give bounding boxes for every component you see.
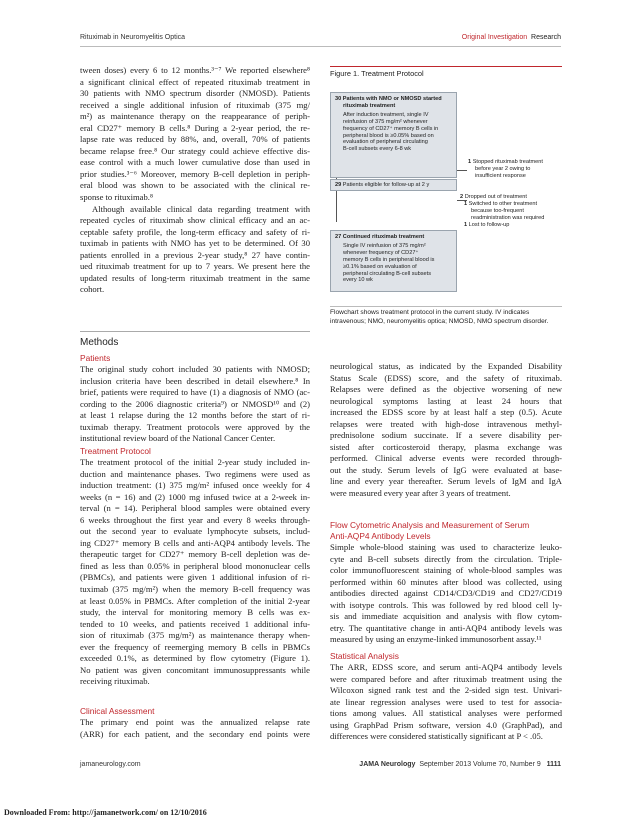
text-line: etry. The quantitative change in anti-AQP4 antibody levels was bbox=[330, 622, 562, 633]
side2-item-count: 1 bbox=[464, 200, 469, 207]
box-line: ≥0.1% based on evaluation of bbox=[343, 263, 417, 270]
side-line: insufficient response bbox=[475, 172, 526, 179]
heading-line: Anti-AQP4 Antibody Levels bbox=[330, 531, 431, 541]
methods-rule bbox=[80, 331, 310, 332]
heading-line: Flow Cytometric Analysis and Measurement of Serum bbox=[330, 520, 530, 530]
text-line: updated results of long-term rituximab treatment in the same bbox=[80, 272, 310, 283]
figure-caption bbox=[330, 309, 562, 326]
text-line: institutional review board of the National Cancer Center. bbox=[80, 433, 276, 444]
text-line: brief, patients were required to have (1) a diagnosis of NMO (ac- bbox=[80, 387, 310, 398]
text-line: differences were considered statistically significant at P < .05. bbox=[330, 731, 543, 742]
statistics-heading: Statistical Analysis bbox=[330, 651, 399, 661]
box-line: every 10 wk bbox=[343, 277, 373, 284]
flow-side-stopped bbox=[468, 159, 564, 180]
box1-body bbox=[335, 112, 452, 153]
text-line: performed within 60 minutes after blood was collected, using bbox=[330, 576, 562, 587]
side-line: Stopped rituximab treatment bbox=[472, 159, 543, 165]
text-line: tuximab in patients with NMO has yet to be determined. Of 30 bbox=[80, 238, 310, 249]
box-line: peripheral circulating B-cell subsets bbox=[343, 270, 431, 277]
text-line: increased the EDSS score by at least half a step (0.5). Acute bbox=[330, 407, 562, 418]
box-line: After induction treatment, single IV bbox=[343, 111, 429, 118]
box1-title: Patients with NMO or NMOSD started bbox=[342, 96, 442, 102]
text-line: The ARR, EDSS score, and serum anti-AQP4 antibody levels bbox=[330, 662, 562, 672]
text-line: sisted after corticosteroid therapy, plasma exchange was bbox=[330, 441, 562, 452]
box-line: reinfusion of 375 mg/m² whenever bbox=[343, 118, 428, 125]
flow-side-dropped bbox=[460, 194, 564, 229]
text-line: eral blood was shown to be associated with the clinical re- bbox=[80, 180, 310, 191]
assessment-text bbox=[80, 717, 310, 740]
text-line: 30 patients with NMO spectrum disorder (NMOSD). Patients bbox=[80, 88, 310, 99]
flow-cytometry-heading bbox=[330, 520, 562, 542]
text-line: at least 0.05% in PBMCs. After completion of the initial 2-year bbox=[80, 595, 310, 606]
text-line: performed. Clinical adverse events were recorded through- bbox=[330, 453, 562, 464]
patients-text bbox=[80, 364, 310, 445]
text-line: line and every year thereafter. Serum levels of IgM and IgA bbox=[330, 476, 562, 487]
figure-top-rule bbox=[330, 66, 562, 67]
text-line: became relapse free.⁸ Our strategy could achieve effective dis- bbox=[80, 145, 310, 156]
footer-site: jamaneurology.com bbox=[80, 761, 141, 768]
footer-issue: September 2013 Volume 70, Number 9 bbox=[419, 761, 541, 768]
caption-rule bbox=[330, 306, 562, 307]
box3-count: 27 bbox=[335, 234, 342, 240]
assessment-heading: Clinical Assessment bbox=[80, 706, 155, 716]
text-line: m²) as maintenance therapy on the reappearance of periph- bbox=[80, 111, 310, 122]
text-line: repeated cycles of rituximab show clinical efficacy and an ac- bbox=[80, 215, 310, 226]
text-line: The primary end point was the annualized relapse rate bbox=[80, 717, 310, 727]
figure-title: Figure 1. Treatment Protocol bbox=[330, 69, 424, 78]
text-line: ever the frequency of reemerging memory B cells in PBMCs bbox=[80, 641, 310, 652]
text-line: cording to the 2006 diagnostic criteria⁹) or NMOSD¹⁰ and (2) bbox=[80, 398, 310, 409]
side2-items bbox=[460, 201, 564, 229]
side2-item bbox=[460, 222, 564, 229]
text-line: sion of rituximab (375 mg/m²) as maintenance therapy when- bbox=[80, 630, 310, 641]
text-line: at least 1 relapse during the 12 months before the start of ri- bbox=[80, 410, 310, 421]
text-line: ued rituximab treatment for up to 7 years. We present here the bbox=[80, 261, 310, 272]
text-line: induction treatment: (1) 375 mg/m² infused once weekly for 4 bbox=[80, 480, 310, 491]
text-line: exceeded 0.1%, as determined by flow cytometry (Figure 1). bbox=[80, 653, 310, 664]
box-line: peripheral blood is ≥0.05% based on bbox=[343, 132, 434, 139]
patients-heading: Patients bbox=[80, 353, 111, 363]
side-line: 1 Switched to other treatment bbox=[464, 200, 538, 207]
text-line: lapse rate was reduced by 88%, and, overall, 70% of patients bbox=[80, 134, 310, 145]
protocol-heading: Treatment Protocol bbox=[80, 446, 151, 456]
caption-line: intravenous; NMO, neuromyelitis optica; NMOSD, NMO spectrum disorder. bbox=[330, 317, 549, 325]
text-line: neurological status, as indicated by the Expanded Disability bbox=[330, 361, 562, 371]
text-line: The original study cohort included 30 patients with NMOSD; bbox=[80, 364, 310, 374]
side-line: readministration was required bbox=[471, 214, 545, 221]
text-line: sponse to rituximab.⁸ bbox=[80, 192, 153, 203]
protocol-text bbox=[80, 457, 310, 688]
text-line: using GraphPad Prism software, version 4.0 (GraphPad), and bbox=[330, 719, 562, 730]
text-line: tended to 10 weeks, and patients received 1 additional infu- bbox=[80, 618, 310, 629]
text-line: a significant clinical effect of repeated rituximab treatment in bbox=[80, 76, 310, 87]
text-line: Wilcoxon signed rank test and the 2-sided sign test. Univari- bbox=[330, 685, 562, 696]
text-line: fined as less than 0.05% in peripheral blood mononuclear cells bbox=[80, 560, 310, 571]
header-rule bbox=[80, 46, 561, 47]
text-line: tween doses) every 6 to 12 months.³⁻⁷ We reported elsewhere⁸ bbox=[80, 65, 310, 75]
footer-journal: JAMA Neurology bbox=[359, 761, 416, 768]
flow-branch-line bbox=[457, 170, 467, 171]
text-line: relapses were treated with high-dose intravenous methyl- bbox=[330, 418, 562, 429]
side2-count: 2 bbox=[460, 194, 464, 200]
text-line: antibodies directed against CD14/CD3/CD19 and CD27/CD19 bbox=[330, 588, 562, 599]
text-line: Simple whole-blood staining was used to characterize leuko- bbox=[330, 542, 562, 552]
text-line: receiving rituximab. bbox=[80, 676, 150, 687]
box3-title: Continued rituximab treatment bbox=[342, 234, 425, 240]
box-line: B-cell subsets every 6-8 wk bbox=[343, 146, 412, 153]
text-line: neurological symptoms lasting at least 24 hours that bbox=[330, 395, 562, 406]
text-line: terval (n = 14). Peripheral blood samples were obtained every bbox=[80, 503, 310, 514]
flow-box-start bbox=[330, 92, 457, 178]
download-note: Downloaded From: http://jamanetwork.com/ on 12/10/2016 bbox=[4, 808, 207, 817]
text-line: out the study. Serum levels of IgG were evaluated at base- bbox=[330, 464, 562, 475]
text-line: tions among values. All statistical analyses were performed bbox=[330, 708, 562, 719]
right-column-text bbox=[330, 361, 562, 500]
text-line: with isotype controls. This was followed by red blood cell ly- bbox=[330, 599, 562, 610]
text-line: patients enrolled in a previous 2-year study,⁸ 27 have contin- bbox=[80, 249, 310, 260]
side-line: because too-frequent bbox=[471, 207, 524, 214]
text-line: (ARR) for each patient, and the secondary end points were bbox=[80, 728, 310, 739]
box3-body bbox=[335, 243, 452, 284]
text-line: The treatment protocol of the initial 2-year study included in- bbox=[80, 457, 310, 467]
text-line: color immunofluorescent staining of whole-blood samples was bbox=[330, 565, 562, 576]
box-line: memory B cells in peripheral blood is bbox=[343, 256, 435, 263]
running-title: Rituximab in Neuromyelitis Optica bbox=[80, 34, 186, 41]
text-line: therapeutic target for CD27⁺ memory B-cell depletion was de- bbox=[80, 549, 310, 560]
text-line: eral CD27⁺ memory B cells.⁸ During a 2-year period, the re- bbox=[80, 122, 310, 133]
text-line: sis and immediate acquisition and analysis with flow cytom- bbox=[330, 611, 562, 622]
side1-text bbox=[468, 159, 564, 180]
side-line: 1 Lost to follow-up bbox=[464, 221, 510, 228]
methods-heading: Methods bbox=[80, 337, 119, 348]
footer-citation bbox=[359, 761, 561, 768]
intro-paragraph-2 bbox=[80, 204, 310, 296]
text-line: ease control with a much lower cumulative dose than used in bbox=[80, 157, 310, 168]
flow-cytometry-text bbox=[330, 542, 562, 646]
text-line: were compared before and after rituximab treatment using the bbox=[330, 673, 562, 684]
text-line: study, the interval for monitoring memory B cells was ex- bbox=[80, 607, 310, 618]
text-line: duction and maintenance phases. Two regimens were used as bbox=[80, 468, 310, 479]
intro-text bbox=[80, 65, 310, 296]
side1-count: 1 bbox=[468, 159, 472, 165]
text-line: were measured every year after 3 years of treatment. bbox=[330, 488, 511, 499]
section-label: Research bbox=[531, 34, 561, 41]
text-line: cohort. bbox=[80, 284, 105, 295]
footer-page: 1111 bbox=[546, 761, 561, 768]
flow-box-continued bbox=[330, 230, 457, 292]
flow-box-eligible bbox=[330, 179, 457, 191]
text-line: received a single additional infusion of rituximab (375 mg/ bbox=[80, 99, 310, 110]
side2-item-count: 1 bbox=[464, 221, 469, 228]
box-line: evaluation of peripheral circulating bbox=[343, 139, 428, 146]
text-line: ing CD27⁺ memory B cells and anti-AQP4 antibody levels. The bbox=[80, 537, 310, 548]
text-line: prior studies.³⁻⁶ Moreover, memory B-cell depletion in periph- bbox=[80, 168, 310, 179]
box-line: Single IV reinfusion of 375 mg/m² bbox=[343, 242, 426, 249]
box2-count: 29 bbox=[335, 182, 342, 188]
text-line: out the second year to evaluate lymphocyte subsets, includ- bbox=[80, 526, 310, 537]
statistics-text bbox=[330, 662, 562, 743]
side2-item bbox=[460, 201, 564, 222]
text-line: (PBMCs), and patients were given 1 additional infusion of ri- bbox=[80, 572, 310, 583]
text-line: measured by using an enzyme-linked immunosorbent assay.¹¹ bbox=[330, 634, 542, 645]
text-line: Although available clinical data regarding treatment with bbox=[92, 203, 310, 214]
text-line: prednisolone sodium succinate. If a severe disability per- bbox=[330, 430, 562, 441]
text-line: Status Scale (EDSS) score, and the safety of rituximab. bbox=[330, 372, 562, 383]
box1-title-line: rituximab treatment bbox=[343, 102, 396, 109]
article-type bbox=[462, 34, 561, 41]
box-line: whenever frequency of CD27⁺ bbox=[343, 249, 419, 256]
text-line: tuximab therapy. Treatment protocols were approved by the bbox=[80, 421, 310, 432]
text-line: No patient was given concomitant immunosuppressants while bbox=[80, 664, 310, 675]
text-line: cyte and B-cell subsets directly from the circulation. Triple- bbox=[330, 553, 562, 564]
text-line: weeks (n = 16) and (2) 1000 mg infused twice at a 2-week in- bbox=[80, 491, 310, 502]
box1-count: 30 bbox=[335, 96, 342, 102]
text-line: tuximab (375 mg/m²) when the memory B-cell frequency was bbox=[80, 584, 310, 595]
side-line: before year 2 owing to bbox=[475, 165, 531, 172]
caption-line: Flowchart shows treatment protocol in the current study. IV indicates bbox=[330, 309, 530, 316]
text-line: inclusion criteria have been described in detail elsewhere.⁸ In bbox=[80, 375, 310, 386]
box-line: frequency of CD27⁺ memory B cells in bbox=[343, 125, 439, 132]
text-line: ceptable safety profile, the long-term efficacy and safety of ri- bbox=[80, 226, 310, 237]
text-line: 6 weeks throughout the first year and every 8 weeks through- bbox=[80, 514, 310, 525]
article-type-label: Original Investigation bbox=[461, 34, 528, 41]
side2-label: Dropped out of treatment bbox=[464, 194, 527, 200]
text-line: ate linear regression analyses were used to test for associa- bbox=[330, 696, 562, 707]
box2-label: Patients eligible for follow-up at 2 y bbox=[342, 182, 430, 188]
text-line: Relapses were defined as the objective worsening of new bbox=[330, 384, 562, 395]
